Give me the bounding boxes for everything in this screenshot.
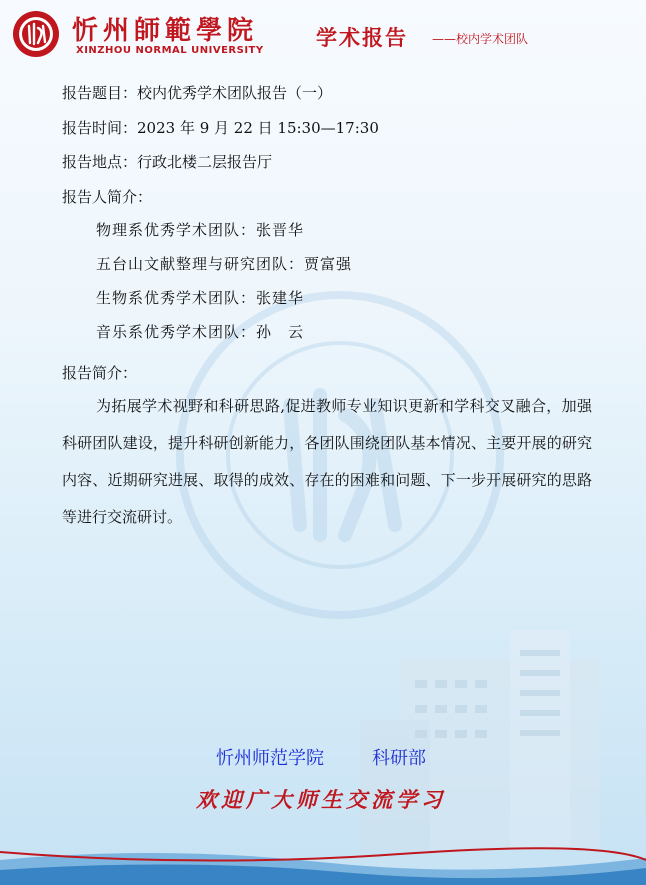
speaker-item: 五台山文献整理与研究团队：贾富强 [96,255,353,273]
university-name-cn: 忻州師範學院 [72,16,259,46]
welcome-slogan: 欢迎广大师生交流学习 [196,787,446,812]
summary-heading: 报告简介： [62,364,138,382]
header [0,0,646,70]
decorative-wave [0,840,646,885]
summary-paragraph: 为拓展学术视野和科研思路,促进教师专业知识更新和学科交叉融合，加强科研团队建设，提升科研创新能力，各团队围绕团队基本情况、主要开展的研究内容、近期研究进展、取得的成效、存在的困难和问题、下一步开展研究的思路等进行交流研讨。 [62,397,592,526]
report-topic: 报告题目：校内优秀学术团队报告（一） [62,84,333,102]
report-place: 报告地点：行政北楼二层报告厅 [62,153,273,171]
speaker-item: 音乐系优秀学术团队：孙 云 [96,323,305,341]
footer-department: 科研部 [372,748,426,769]
page-title: 学术报告 [316,26,408,50]
university-name-en: XINZHOU NORMAL UNIVERSITY [76,45,264,56]
report-time: 报告时间：2023 年 9 月 22 日 15:30—17:30 [62,119,379,137]
university-seal-logo [12,10,60,58]
speaker-item: 物理系优秀学术团队：张晋华 [96,221,305,239]
footer-organization: 忻州师范学院 [216,748,324,769]
page-subtitle: ——校内学术团队 [432,32,529,46]
campus-building-image [360,620,646,850]
speaker-item: 生物系优秀学术团队：张建华 [96,289,305,307]
speakers-heading: 报告人简介： [62,188,153,206]
